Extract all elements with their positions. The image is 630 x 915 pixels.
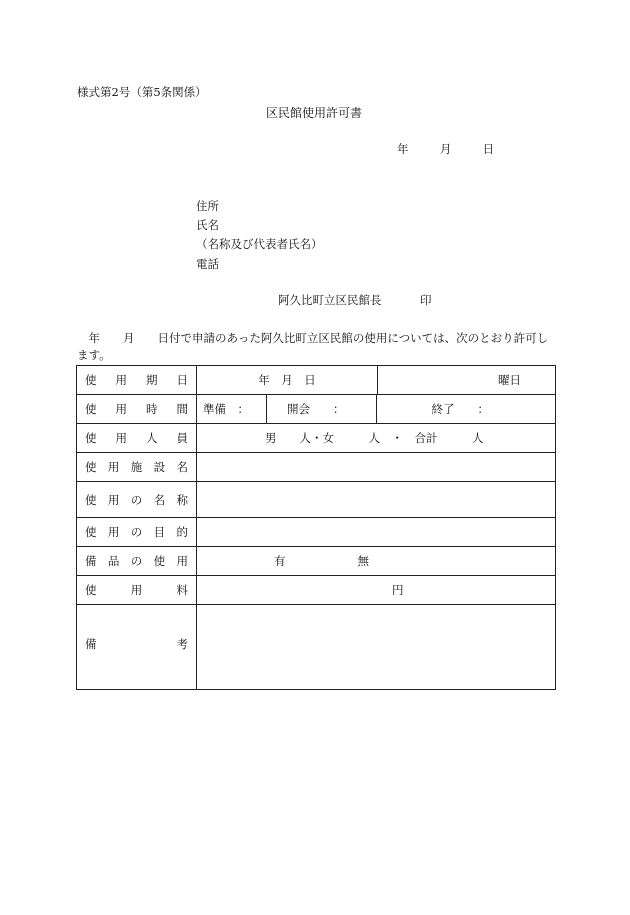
name-label: 氏名 bbox=[196, 218, 219, 232]
weekday-value[interactable]: 曜日 bbox=[498, 373, 521, 387]
table-row-purpose bbox=[77, 518, 556, 547]
label-facility-name: 使 用 施 設 名 bbox=[85, 460, 188, 474]
label-use-people: 使 用 人 員 bbox=[85, 431, 188, 445]
table-row-date bbox=[77, 366, 556, 395]
name-note: （名称及び代表者氏名） bbox=[196, 237, 323, 251]
fee-value[interactable] bbox=[197, 576, 556, 605]
phone-label: 電話 bbox=[196, 257, 219, 271]
label-equipment-use: 備 品 の 使 用 bbox=[85, 554, 188, 568]
address-label: 住所 bbox=[196, 199, 219, 213]
table-row-facility bbox=[77, 453, 556, 482]
table-row-people bbox=[77, 424, 556, 453]
seal-mark: 印 bbox=[420, 293, 432, 307]
table-row-use-name bbox=[77, 482, 556, 518]
table-row-time bbox=[77, 395, 556, 424]
issue-date bbox=[397, 141, 494, 157]
issuer-title: 阿久比町立区民館長 bbox=[278, 293, 382, 307]
permission-statement: 年 月 日付で申請のあった阿久比町立区民館の使用については、次のとおり許可します。 bbox=[77, 331, 549, 362]
table-row-remarks bbox=[77, 605, 556, 690]
usage-permit-table bbox=[76, 365, 556, 690]
facility-name-value[interactable] bbox=[197, 453, 556, 482]
label-remarks: 備 考 bbox=[85, 637, 188, 651]
table-row-equipment bbox=[77, 547, 556, 576]
label-use-name: 使 用 の 名 称 bbox=[85, 492, 188, 507]
use-name-value[interactable] bbox=[197, 482, 556, 518]
label-use-time: 使 用 時 間 bbox=[85, 402, 188, 416]
table-row-fee bbox=[77, 576, 556, 605]
date-month: 月 bbox=[439, 142, 452, 156]
prep-time[interactable]: 準備 ： bbox=[197, 395, 267, 423]
document-title: 区民館使用許可書 bbox=[266, 106, 363, 120]
remarks-value[interactable] bbox=[197, 605, 556, 690]
yen-unit: 円 bbox=[392, 583, 404, 597]
equipment-yes-option[interactable]: 有 bbox=[274, 554, 286, 568]
label-use-date: 使 用 期 日 bbox=[85, 373, 188, 387]
use-date-value[interactable]: 年 月 日 bbox=[197, 366, 378, 394]
date-day: 日 bbox=[482, 142, 495, 156]
label-use-purpose: 使 用 の 目 的 bbox=[85, 525, 188, 539]
end-time[interactable]: 終了 ： bbox=[431, 402, 489, 416]
label-use-fee: 使 用 料 bbox=[85, 583, 188, 597]
use-purpose-value[interactable] bbox=[197, 518, 556, 547]
people-count-value[interactable]: 男 人・女 人 ・ 合計 人 bbox=[197, 424, 556, 453]
form-number-label: 様式第2号（第5条関係） bbox=[77, 85, 207, 99]
open-time[interactable]: 開会 ： bbox=[267, 395, 377, 423]
date-year: 年 bbox=[397, 142, 409, 156]
equipment-no-option[interactable]: 無 bbox=[357, 554, 369, 568]
